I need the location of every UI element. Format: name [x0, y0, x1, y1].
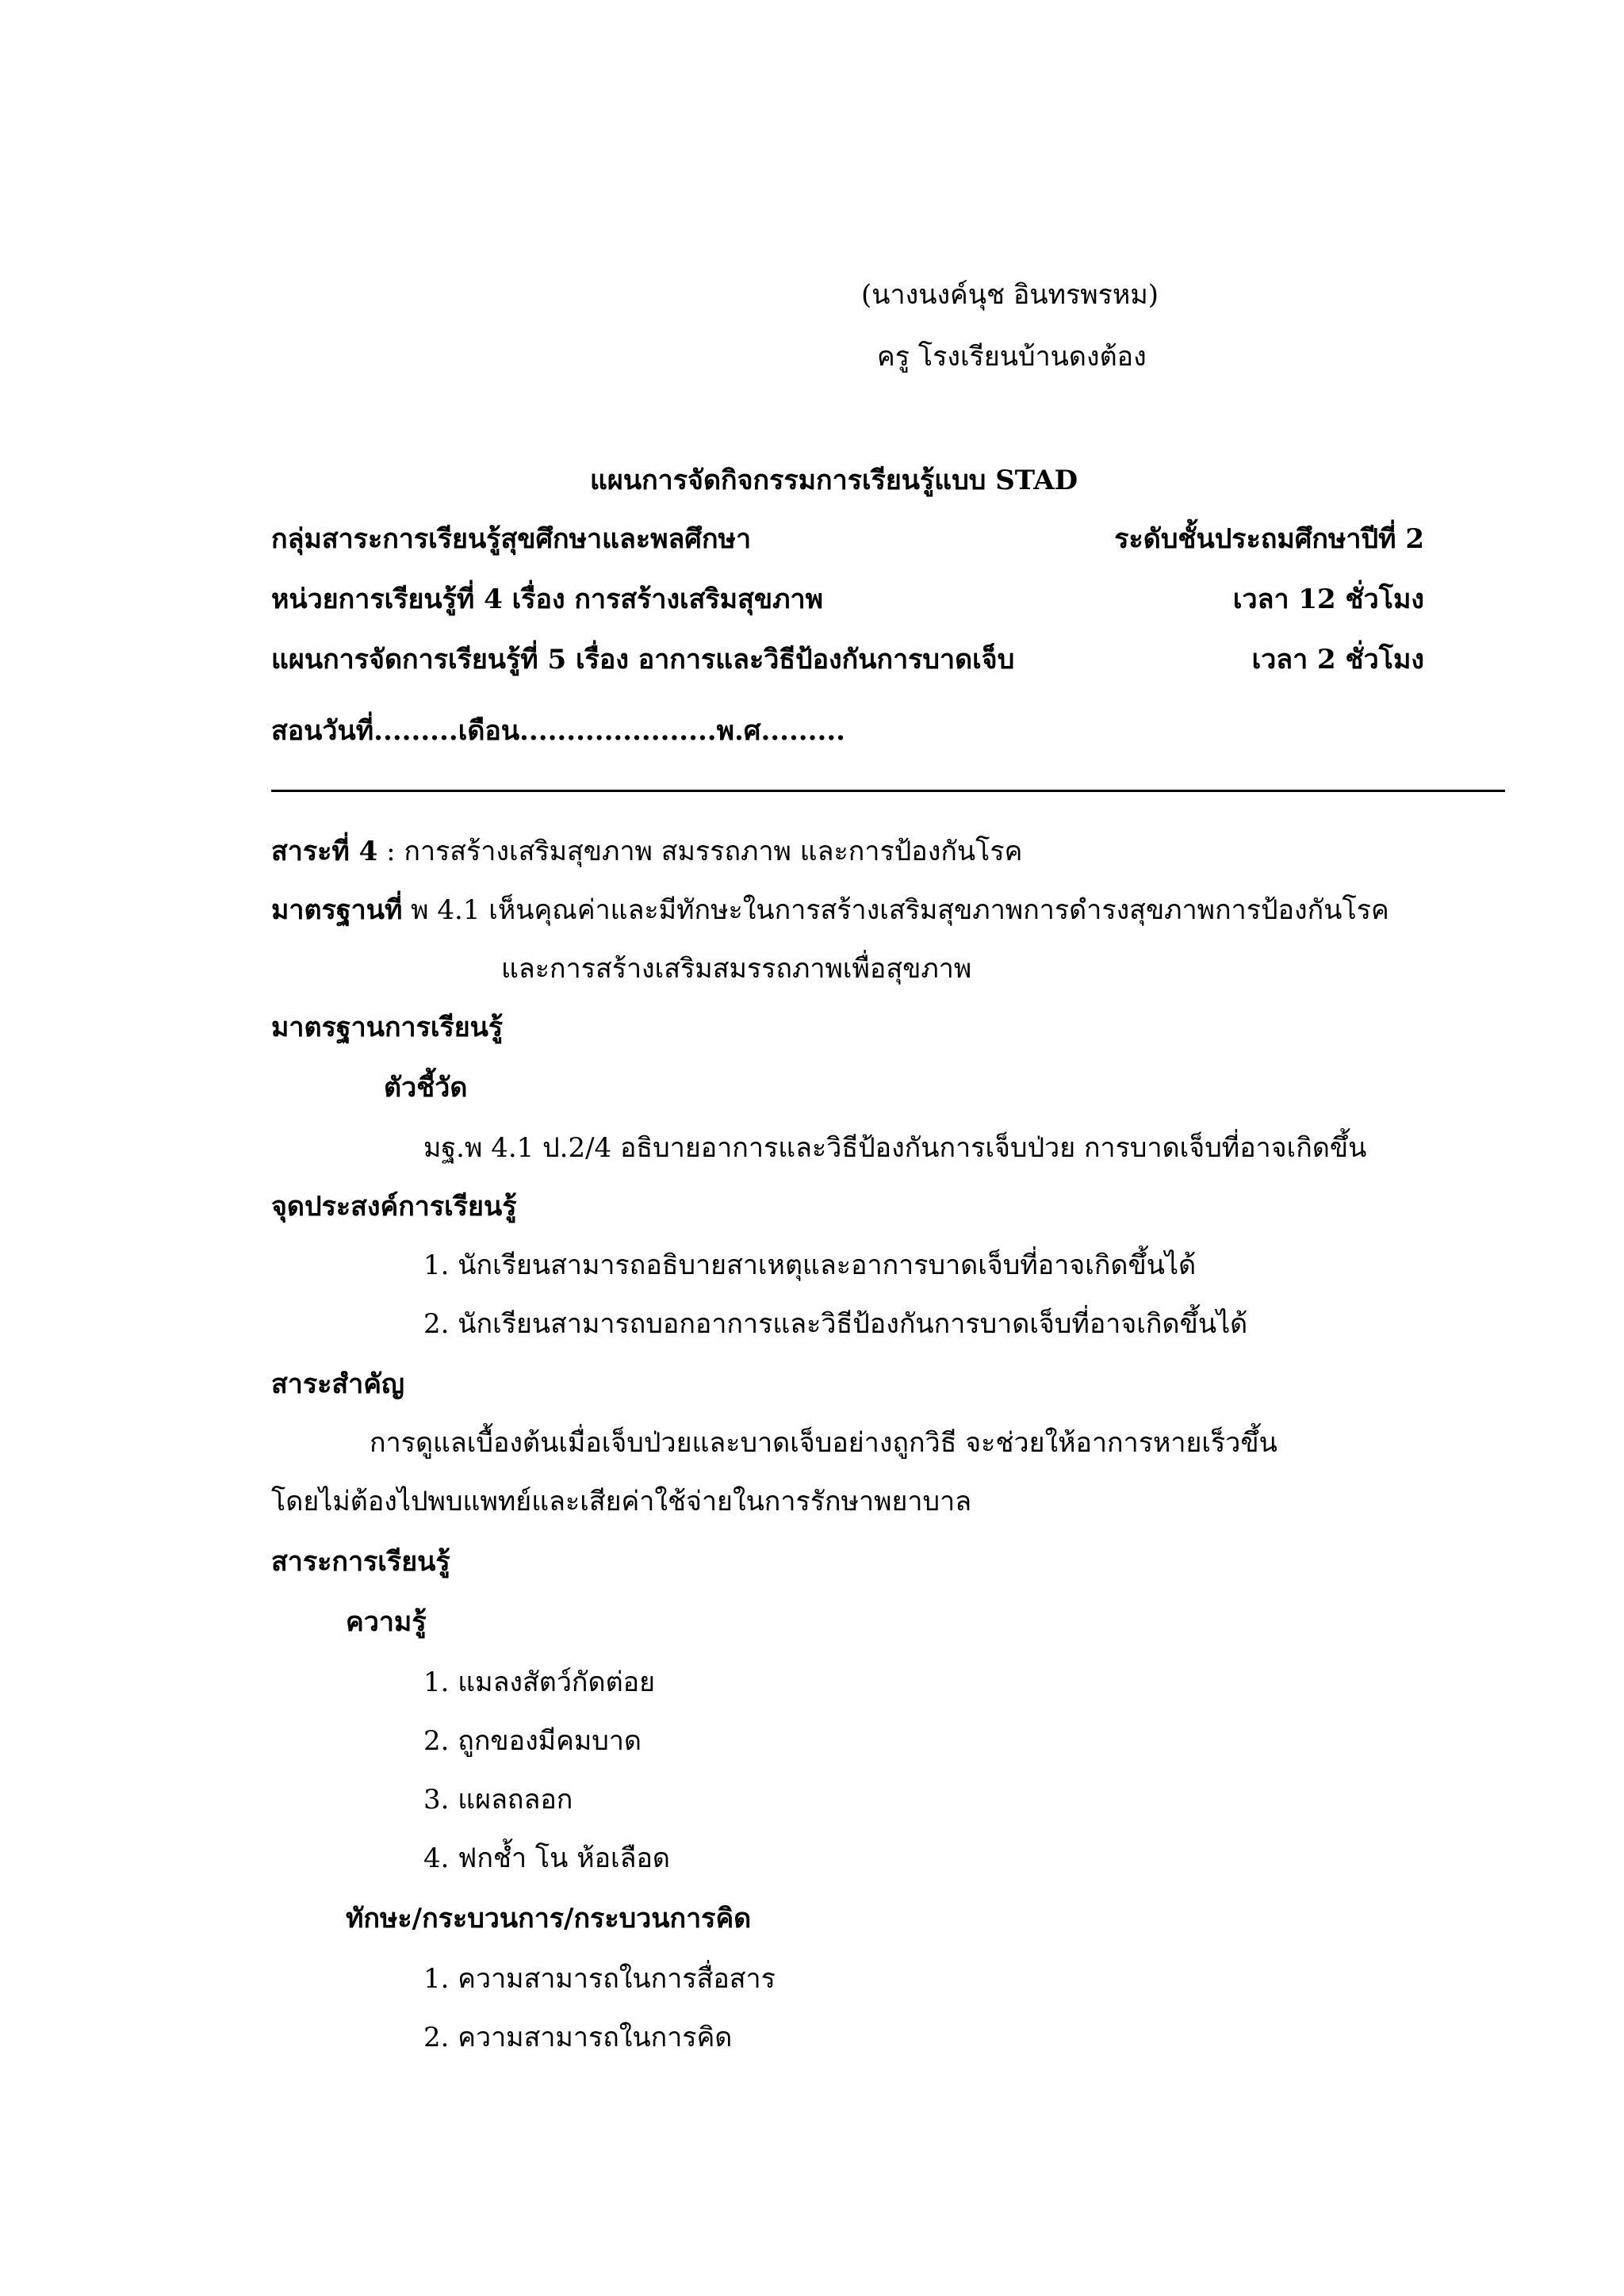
subject-group: กลุ่มสาระการเรียนรู้สุขศึกษาและพลศึกษา: [271, 523, 752, 555]
strand-text: : การสร้างเสริมสุขภาพ สมรรถภาพ และการป้องกันโรค: [386, 836, 1023, 867]
skills-item: 2. ความสามารถในการคิด: [423, 2022, 733, 2053]
knowledge-item: 2. ถูกของมีคมบาด: [423, 1725, 642, 1757]
indicator-heading: ตัวชี้วัด: [384, 1072, 468, 1104]
knowledge-item: 4. ฟกช้ำ โน ห้อเลือด: [423, 1843, 670, 1874]
grade-level: ระดับชั้นประถมศึกษาปีที่ 2: [1114, 523, 1424, 555]
knowledge-item: 1. แมลงสัตว์กัดต่อย: [423, 1667, 656, 1698]
unit-time: เวลา 12 ชั่วโมง: [1232, 584, 1424, 615]
standard-text-continued: และการสร้างเสริมสมรรถภาพเพื่อสุขภาพ: [501, 953, 972, 985]
content-heading: สาระการเรียนรู้: [271, 1546, 450, 1578]
strand-line: [271, 834, 1022, 869]
teaching-date-line: สอนวันที่.........เดือน.....................พ.ศ.........: [271, 715, 845, 747]
key-concept-line-2: โดยไม่ต้องไปพบแพทย์และเสียค่าใช้จ่ายในการรักษาพยาบาล: [271, 1486, 972, 1517]
plan-subtitle: แผนการจัดการเรียนรู้ที่ 5 เรื่อง อาการและวิธีป้องกันการบาดเจ็บ: [271, 644, 1015, 675]
objective-item: 2. นักเรียนสามารถบอกอาการและวิธีป้องกันการบาดเจ็บที่อาจเกิดขึ้นได้: [423, 1308, 1248, 1340]
objective-item: 1. นักเรียนสามารถอธิบายสาเหตุและอาการบาดเจ็บที่อาจเกิดขึ้นได้: [423, 1249, 1197, 1281]
key-concept-heading: สาระสำคัญ: [271, 1368, 404, 1400]
objectives-heading: จุดประสงค์การเรียนรู้: [271, 1191, 517, 1223]
indicator-text: มฐ.พ 4.1 ป.2/4 อธิบายอาการและวิธีป้องกันการเจ็บป่วย การบาดเจ็บที่อาจเกิดขึ้น: [423, 1132, 1367, 1164]
skills-heading: ทักษะ/กระบวนการ/กระบวนการคิด: [346, 1903, 752, 1934]
signature-name: (นางนงค์นุช อินทรพรหม): [861, 279, 1159, 311]
plan-time: เวลา 2 ชั่วโมง: [1251, 644, 1424, 675]
knowledge-heading: ความรู้: [346, 1606, 427, 1638]
standard-text: พ 4.1 เห็นคุณค่าและมีทักษะในการสร้างเสริมสุขภาพการดำรงสุขภาพการป้องกันโรค: [411, 894, 1389, 926]
learning-standard-heading: มาตรฐานการเรียนรู้: [271, 1012, 504, 1043]
skills-item: 1. ความสามารถในการสื่อสาร: [423, 1963, 776, 1995]
strand-label: สาระที่ 4: [271, 836, 378, 867]
signature-position: ครู โรงเรียนบ้านดงต้อง: [877, 341, 1147, 373]
key-concept-line-1: การดูแลเบื้องต้นเมื่อเจ็บป่วยและบาดเจ็บอย่างถูกวิธี จะช่วยให้อาการหายเร็วขึ้น: [370, 1427, 1277, 1459]
plan-title: แผนการจัดกิจกรรมการเรียนรู้แบบ STAD: [590, 465, 1078, 496]
standard-line: [271, 893, 1389, 928]
unit-title: หน่วยการเรียนรู้ที่ 4 เรื่อง การสร้างเสริมสุขภาพ: [271, 584, 824, 615]
standard-label: มาตรฐานที่: [271, 894, 403, 926]
knowledge-item: 3. แผลถลอก: [423, 1784, 573, 1816]
header-divider: [271, 790, 1505, 792]
